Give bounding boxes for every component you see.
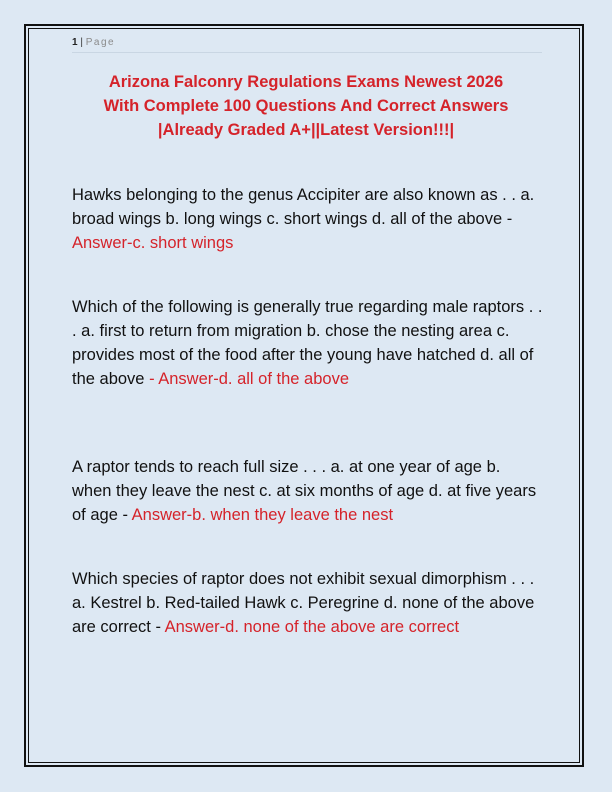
question-block-2 — [72, 295, 544, 391]
question-text: Which of the following is generally true regarding male raptors . . . a. first to return from migration b. chose the nesting area c. provides most of the food after the young have hatched d. all of the above — [72, 298, 543, 388]
question-text: A raptor tends to reach full size . . . a. at one year of age b. when they leave the nest c. at six months of age d. at five years of age - — [72, 458, 537, 524]
answer-text: Answer-c. short wings — [72, 234, 234, 252]
page-label: Page — [85, 37, 116, 48]
question-block-4 — [72, 567, 544, 639]
title-line-2: With Complete 100 Questions And Correct Answers — [103, 97, 509, 115]
document-title — [72, 70, 540, 142]
answer-text: Answer-d. none of the above are correct — [164, 618, 460, 636]
question-block-3 — [72, 455, 544, 527]
page-separator: | — [80, 37, 83, 48]
question-text: Hawks belonging to the genus Accipiter are also known as . . a. broad wings b. long wings c. short wings d. all of the above - — [72, 186, 535, 228]
page-header — [72, 36, 542, 53]
question-block-1 — [72, 183, 544, 255]
answer-text: Answer-b. when they leave the nest — [131, 506, 394, 524]
answer-text: - Answer-d. all of the above — [149, 370, 350, 388]
page-number: 1 — [72, 37, 78, 48]
question-text: Which species of raptor does not exhibit sexual dimorphism . . . a. Kestrel b. Red-tailed Hawk c. Peregrine d. none of the above are correct - — [72, 570, 535, 636]
title-line-1: Arizona Falconry Regulations Exams Newest 2026 — [108, 73, 504, 91]
title-line-3: |Already Graded A+||Latest Version!!!| — [157, 121, 455, 139]
